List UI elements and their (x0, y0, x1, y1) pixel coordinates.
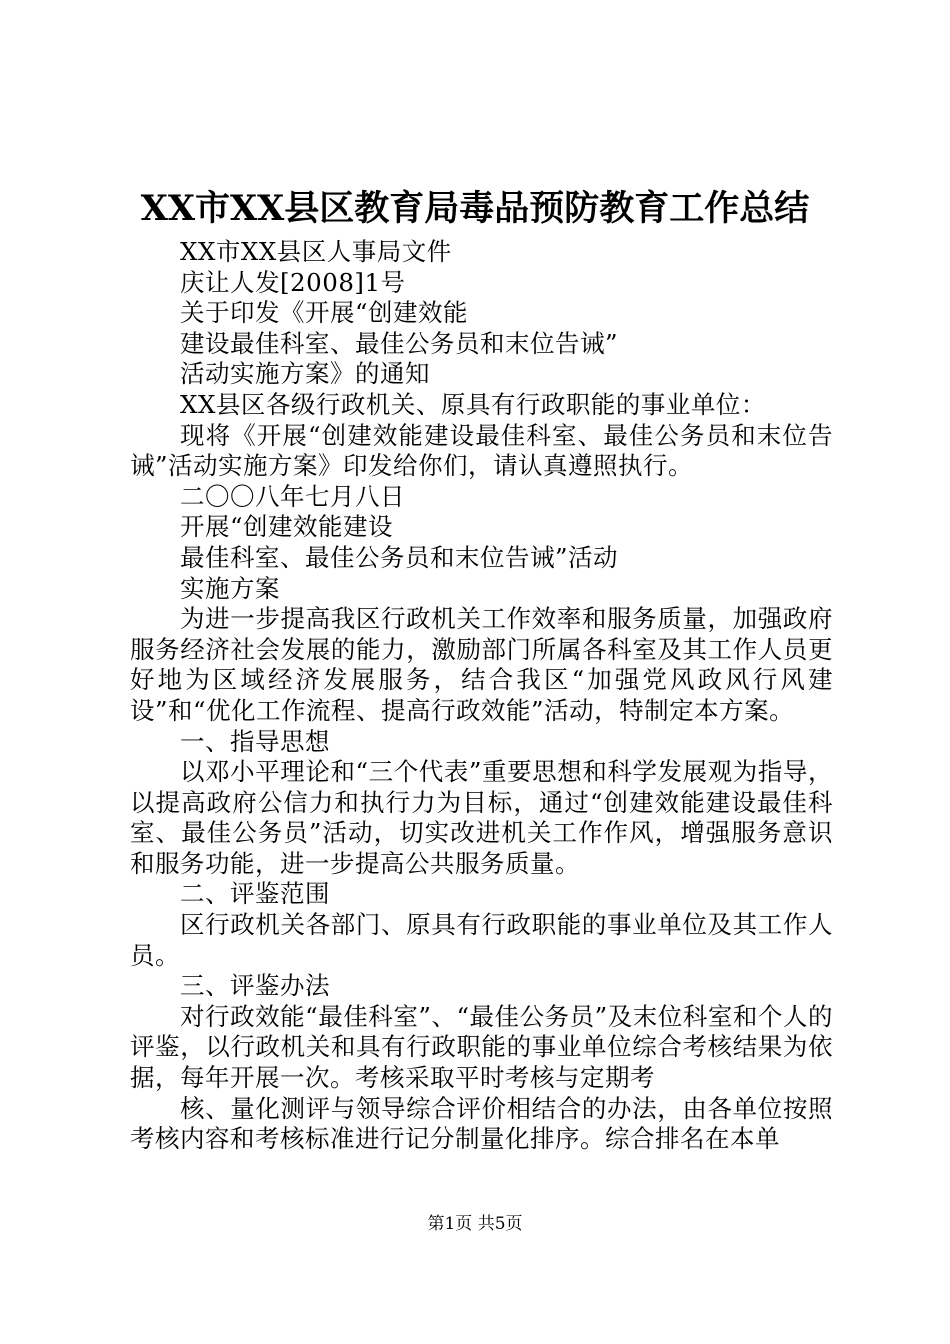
paragraph-plan-title-3: 实施方案 (180, 573, 280, 603)
document-title: XX市XX县区教育局毒品预防教育工作总结 (140, 188, 810, 229)
section-heading-1: 一、指导思想 (180, 726, 330, 756)
paragraph-intro: 为进一步提高我区行政机关工作效率和服务质量，加强政府服务经济社会发展的能力，激励部门所属各科室及其工作人员更好地为区域经济发展服务，结合我区“加强党风政风行风建设”和“优化工作流程、提高行政效能”活动，特制定本方案。 (130, 604, 833, 725)
paragraph-section-3b: 核、量化测评与领导综合评价相结合的办法，由各单位按照考核内容和考核标准进行记分制量化排序。综合排名在本单 (130, 1093, 833, 1154)
paragraph-doc-number: 庆让人发[2008]1号 (180, 267, 406, 297)
paragraph-issuer: XX市XX县区人事局文件 (180, 237, 452, 266)
document-body (130, 237, 833, 1155)
section-heading-2: 二、评鉴范围 (180, 879, 330, 909)
page-footer: 第1页 共5页 (427, 1214, 523, 1234)
paragraph-notice-title-3: 活动实施方案》的通知 (180, 359, 430, 389)
paragraph-section-1: 以邓小平理论和“三个代表”重要思想和科学发展观为指导，以提高政府公信力和执行力为目标，通过“创建效能建设最佳科室、最佳公务员”活动，切实改进机关工作作风，增强服务意识和服务功能，进一步提高公共服务质量。 (130, 757, 833, 878)
section-heading-3: 三、评鉴办法 (180, 971, 330, 1001)
paragraph-notice-title-1: 关于印发《开展“创建效能 (180, 298, 469, 328)
paragraph-notice-title-2: 建设最佳科室、最佳公务员和末位告诫” (180, 328, 619, 358)
paragraph-notice-body: 现将《开展“创建效能建设最佳科室、最佳公务员和末位告诫”活动实施方案》印发给你们，请认真遵照执行。 (130, 420, 833, 481)
paragraph-plan-title-1: 开展“创建效能建设 (180, 512, 394, 542)
paragraph-plan-title-2: 最佳科室、最佳公务员和末位告诫”活动 (180, 542, 619, 572)
paragraph-section-3a: 对行政效能“最佳科室”、“最佳公务员”及末位科室和个人的评鉴，以行政机关和具有行政职能的事业单位综合考核结果为依据，每年开展一次。考核采取平时考核与定期考 (130, 1001, 833, 1093)
paragraph-recipients: XX县区各级行政机关、原具有行政职能的事业单位： (180, 389, 766, 419)
paragraph-section-2: 区行政机关各部门、原具有行政职能的事业单位及其工作人员。 (130, 910, 833, 970)
paragraph-date: 二〇〇八年七月八日 (180, 481, 405, 511)
